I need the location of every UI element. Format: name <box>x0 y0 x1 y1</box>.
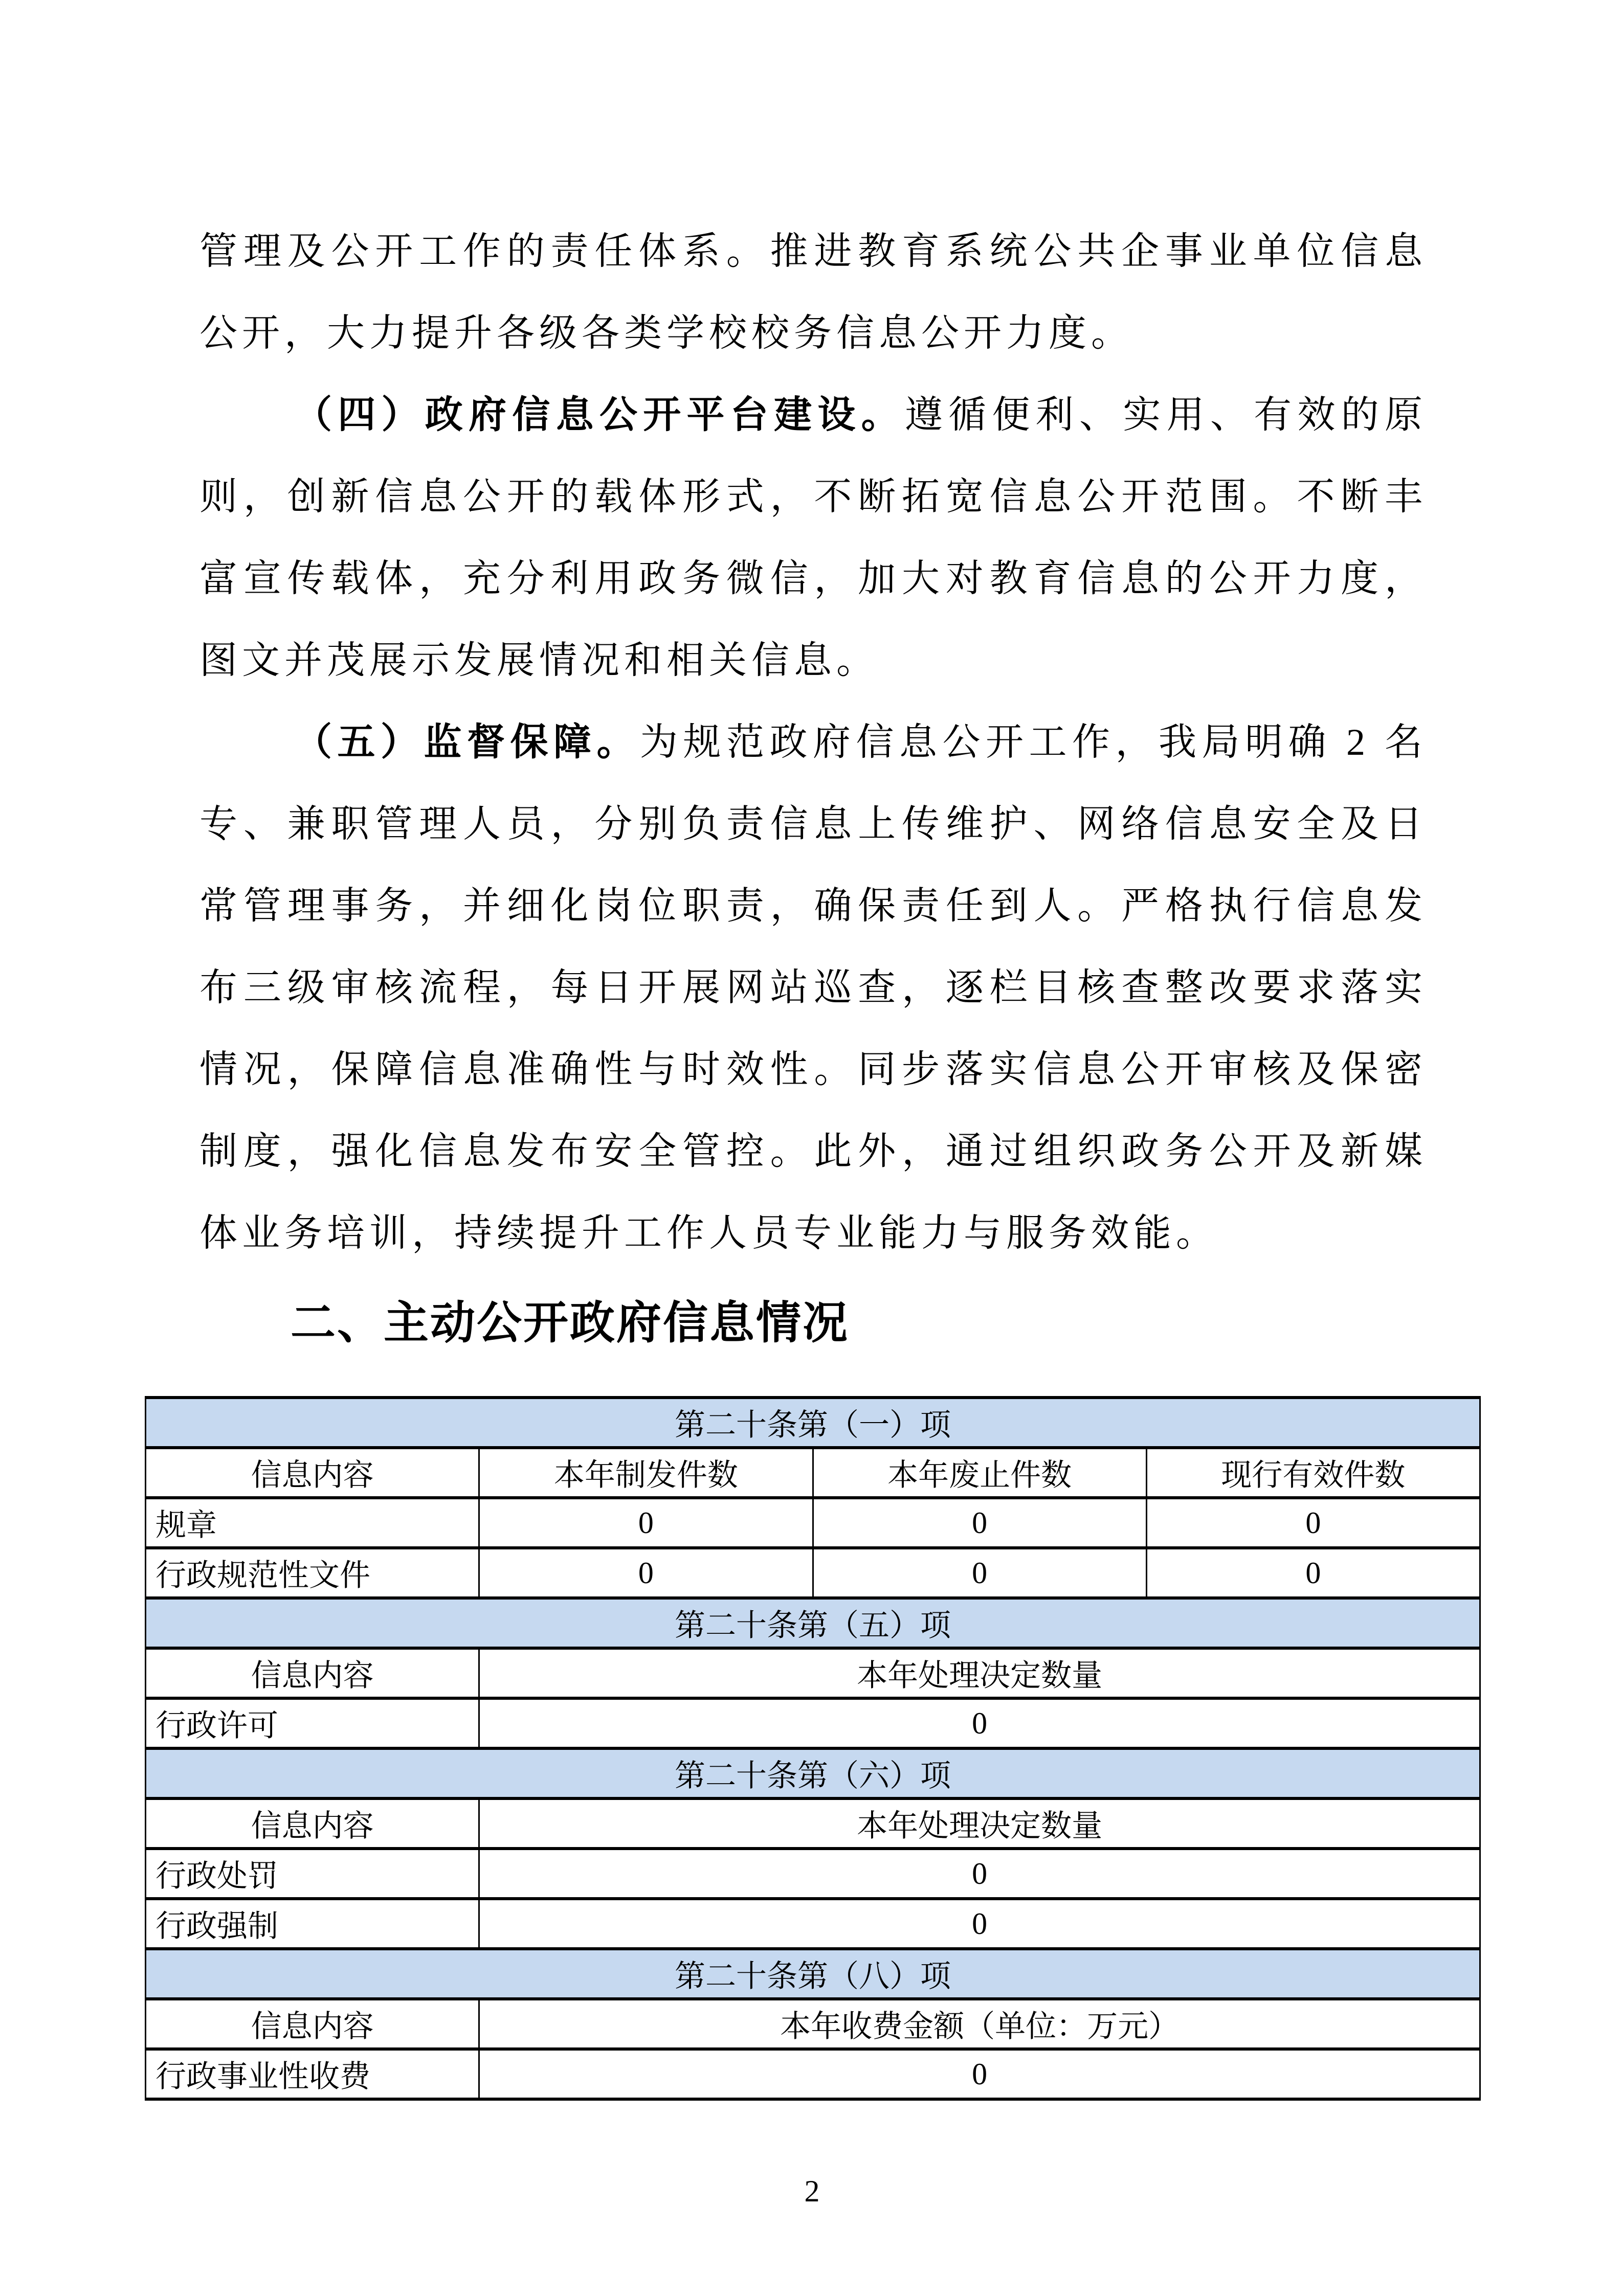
table-column-header-row <box>146 1448 1480 1498</box>
table-column-header-row <box>146 1798 1480 1849</box>
body-line <box>199 1111 1427 1192</box>
row-label: 行政许可 <box>146 1698 479 1748</box>
cell-value: 0 <box>1146 1498 1480 1548</box>
column-header: 现行有效件数 <box>1146 1448 1480 1498</box>
cell-value: 0 <box>1146 1548 1480 1598</box>
body-line-text: 情况，保障信息准确性与时效性。同步落实信息公开审核及保密 <box>199 1049 1427 1091</box>
disclosure-statistics-table <box>145 1396 1481 2101</box>
table-row <box>146 1899 1480 1949</box>
table-section-header: 第二十条第（一）项 <box>146 1398 1480 1448</box>
body-line <box>199 1192 1427 1274</box>
column-header: 信息内容 <box>146 1448 479 1498</box>
table-row <box>146 2049 1480 2099</box>
cell-value: 0 <box>813 1498 1146 1548</box>
column-header: 信息内容 <box>146 1798 479 1849</box>
row-label: 行政处罚 <box>146 1849 479 1899</box>
body-line <box>199 456 1427 538</box>
cell-value: 0 <box>479 2049 1480 2099</box>
table-section-header-row <box>146 1949 1480 1999</box>
body-line-text: 常管理事务，并细化岗位职责，确保责任到人。严格执行信息发 <box>199 885 1427 927</box>
body-line-text: 为规范政府信息公开工作，我局明确 2 名 <box>640 722 1427 763</box>
cell-value: 0 <box>479 1899 1480 1949</box>
table-section-header-row <box>146 1598 1480 1648</box>
table-section-header: 第二十条第（六）项 <box>146 1748 1480 1798</box>
body-text <box>199 211 1427 1274</box>
table-section-header: 第二十条第（五）项 <box>146 1598 1480 1648</box>
body-line-text: 遵循便利、实用、有效的原 <box>904 394 1427 436</box>
table-row <box>146 1698 1480 1748</box>
body-line <box>199 538 1427 620</box>
body-line-text: 富宣传载体，充分利用政务微信，加大对教育信息的公开力度， <box>199 558 1427 600</box>
page-number: 2 <box>804 2174 820 2208</box>
row-label: 行政事业性收费 <box>146 2049 479 2099</box>
table-section-header-row <box>146 1748 1480 1798</box>
cell-value: 0 <box>479 1698 1480 1748</box>
run-in-heading: （四）政府信息公开平台建设。 <box>294 394 905 436</box>
body-line <box>199 865 1427 947</box>
table-row <box>146 1849 1480 1899</box>
body-line <box>199 783 1427 865</box>
cell-value: 0 <box>813 1548 1146 1598</box>
column-header: 信息内容 <box>146 1648 479 1698</box>
row-label: 行政强制 <box>146 1899 479 1949</box>
body-line-text: 公开，大力提升各级各类学校校务信息公开力度。 <box>199 312 1133 354</box>
body-line-text: 专、兼职管理人员，分别负责信息上传维护、网络信息安全及日 <box>199 803 1427 845</box>
table-row <box>146 1498 1480 1548</box>
table-column-header-row <box>146 1648 1480 1698</box>
body-line <box>199 702 1427 783</box>
section-heading: 二、主动公开政府信息情况 <box>291 1297 850 1348</box>
row-label: 规章 <box>146 1498 479 1548</box>
body-line-text: 则，创新信息公开的载体形式，不断拓宽信息公开范围。不断丰 <box>199 476 1427 518</box>
column-header: 本年处理决定数量 <box>479 1798 1480 1849</box>
column-header: 本年废止件数 <box>813 1448 1146 1498</box>
row-label: 行政规范性文件 <box>146 1548 479 1598</box>
body-line <box>199 947 1427 1029</box>
body-line-text: 管理及公开工作的责任体系。推进教育系统公共企事业单位信息 <box>199 231 1427 273</box>
column-header: 本年处理决定数量 <box>479 1648 1480 1698</box>
cell-value: 0 <box>479 1548 813 1598</box>
body-line-text: 布三级审核流程，每日开展网站巡查，逐栏目核查整改要求落实 <box>199 967 1427 1009</box>
column-header: 本年制发件数 <box>479 1448 813 1498</box>
cell-value: 0 <box>479 1849 1480 1899</box>
cell-value: 0 <box>479 1498 813 1548</box>
body-line <box>199 211 1427 292</box>
body-line <box>199 1029 1427 1111</box>
body-line-text: 图文并茂展示发展情况和相关信息。 <box>199 640 879 682</box>
body-line-text: 体业务培训，持续提升工作人员专业能力与服务效能。 <box>199 1212 1218 1254</box>
body-line <box>199 292 1427 374</box>
body-line-text: 制度，强化信息发布安全管控。此外，通过组织政务公开及新媒 <box>199 1131 1427 1173</box>
body-line <box>199 620 1427 702</box>
table-row <box>146 1548 1480 1598</box>
table-section-header: 第二十条第（八）项 <box>146 1949 1480 1999</box>
run-in-heading: （五）监督保障。 <box>294 722 640 763</box>
table-section-header-row <box>146 1398 1480 1448</box>
column-header: 信息内容 <box>146 1999 479 2049</box>
column-header: 本年收费金额（单位：万元） <box>479 1999 1480 2049</box>
table-column-header-row <box>146 1999 1480 2049</box>
body-line <box>199 374 1427 456</box>
